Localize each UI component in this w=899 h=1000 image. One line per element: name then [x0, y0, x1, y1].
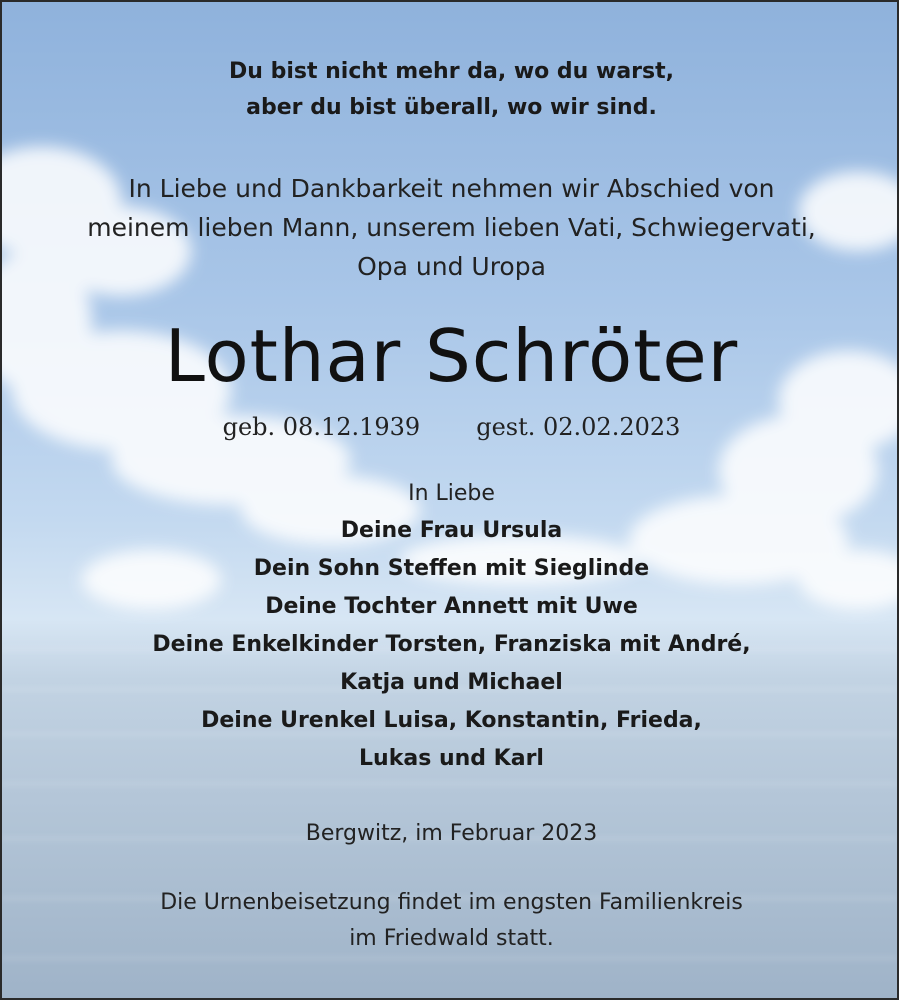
intro-text [2, 169, 899, 286]
family-line: Deine Frau Ursula [340, 518, 563, 543]
place-and-date: Bergwitz, im Februar 2023 [305, 821, 598, 846]
burial-note-line: Die Urnenbeisetzung findet im engsten Familienkreis [160, 890, 743, 915]
birth-date: geb. 08.12.1939 [222, 413, 421, 441]
family-line: Deine Urenkel Luisa, Konstantin, Frieda, [201, 708, 702, 733]
deceased-name: Lothar Schröter [164, 314, 739, 398]
motto-line: Du bist nicht mehr da, wo du warst, [228, 59, 674, 84]
in-love-label: In Liebe [408, 481, 495, 506]
family-list [2, 512, 899, 778]
family-line: Dein Sohn Steffen mit Sieglinde [253, 556, 650, 581]
motto [2, 54, 899, 126]
family-line: Deine Tochter Annett mit Uwe [265, 594, 638, 619]
family-line: Katja und Michael [340, 670, 563, 695]
family-line: Deine Enkelkinder Torsten, Franziska mit André, [152, 632, 751, 657]
burial-note [2, 885, 899, 957]
intro-line: meinem lieben Mann, unserem lieben Vati, Schwiegervati, [87, 213, 816, 242]
intro-line: In Liebe und Dankbarkeit nehmen wir Abschied von [128, 174, 775, 203]
family-line: Lukas und Karl [359, 746, 544, 771]
intro-line: Opa und Uropa [357, 252, 546, 281]
death-date: gest. 02.02.2023 [476, 413, 681, 441]
life-dates [2, 412, 899, 442]
motto-line: aber du bist überall, wo wir sind. [246, 95, 657, 120]
burial-note-line: im Friedwald statt. [349, 926, 554, 951]
